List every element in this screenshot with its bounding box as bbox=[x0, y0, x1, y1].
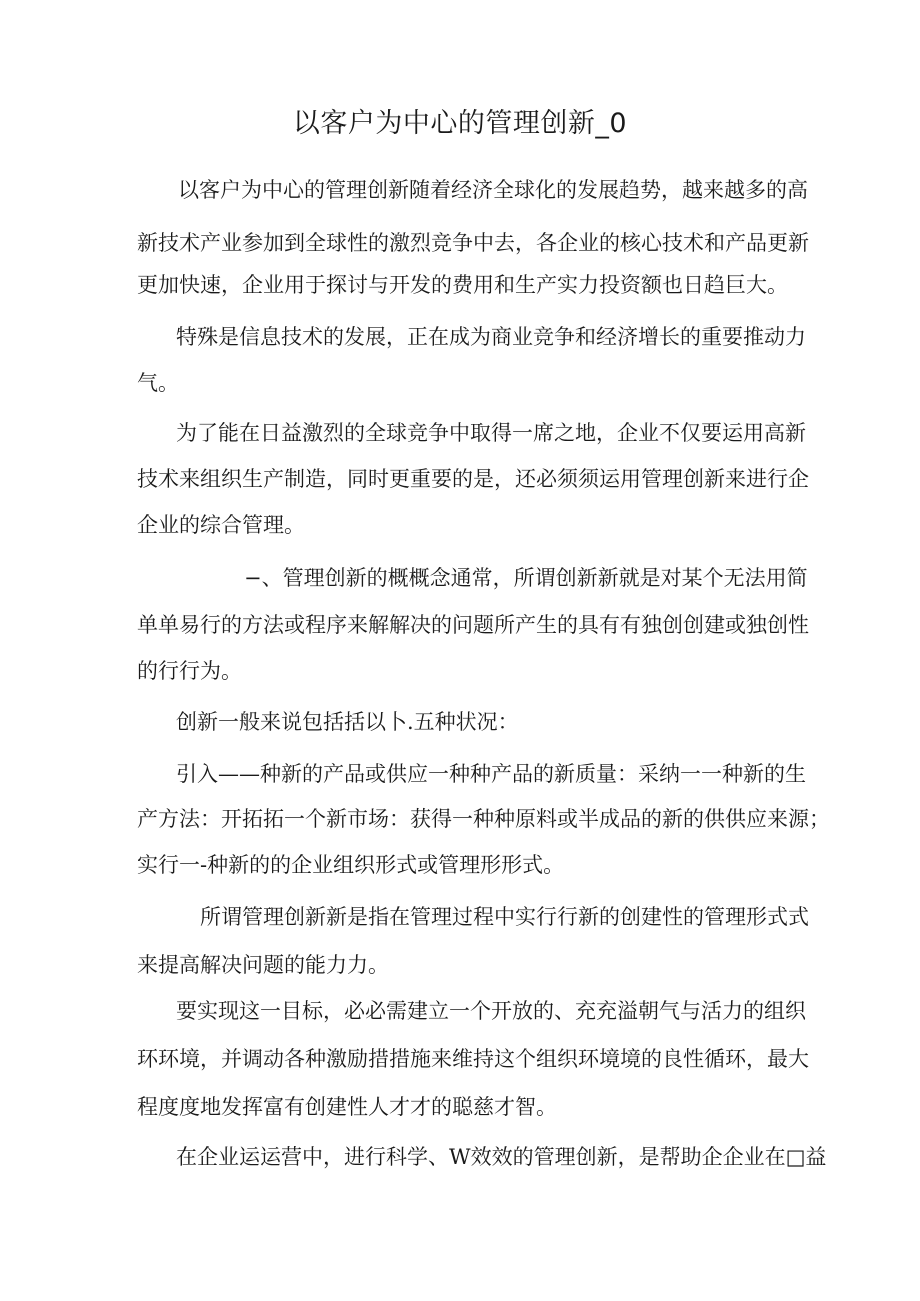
body-text-line: 更加快速，企业用于探讨与开发的费用和生产实力投资额也日趋巨大。 bbox=[137, 273, 788, 297]
body-text-line: 的行行为。 bbox=[137, 659, 242, 683]
body-text-line: 在企业运运营中，进行科学、W效效的管理创新，是帮助企企业在□益 bbox=[176, 1145, 827, 1169]
body-text-line: 为了能在日益激烈的全球竞争中取得一席之地，企业不仅要运用高新 bbox=[176, 421, 806, 445]
body-text-line: 技术来组织生产制造，同时更重要的是，还必须须运用管理创新来进行企 bbox=[137, 467, 809, 491]
body-text-line: 所谓管理创新新是指在管理过程中实行行新的创建性的管理形式式 bbox=[200, 905, 809, 929]
document-title: 以客户为中心的管理创新_0 bbox=[292, 108, 628, 139]
body-text-line: 实行一-种新的的企业组织形式或管理形形式。 bbox=[137, 853, 565, 877]
body-text-line: 环环境，并调动各种激励措措施来维持这个组织环境境的良性循环，最大 bbox=[137, 1047, 809, 1071]
body-text-line: 创新一般来说包括括以卜.五种状况： bbox=[176, 710, 519, 734]
body-text-line: 来提高解决问题的能力力。 bbox=[137, 953, 389, 977]
body-text-line: 以客户为中心的管理创新随着经济全球化的发展趋势，越来越多的高 bbox=[178, 178, 808, 202]
body-text-line: 要实现这一目标，必必需建立一个开放的、充充溢朝气与活力的组织 bbox=[176, 999, 806, 1023]
body-text-line: 特殊是信息技术的发展，正在成为商业竞争和经济增长的重要推动力 bbox=[176, 325, 806, 349]
body-text-line: 企业的综合管理。 bbox=[137, 513, 305, 537]
body-text-line: 程度度地发挥富有创建性人才才的聪慈才智。 bbox=[137, 1095, 557, 1119]
body-text-line: 产方法：开拓拓一个新市场：获得一种种原料或半成品的新的供供应来源； bbox=[137, 807, 830, 831]
body-text-line: 单单易行的方法或程序来解解决的问题所产生的具有有独创创建或独创性 bbox=[137, 613, 809, 637]
body-text-line: 新技术产业参加到全球性的激烈竞争中去，各企业的核心技术和产品更新 bbox=[137, 231, 809, 255]
body-text-line: −、管理创新的概概念通常，所谓创新新就是对某个无法用简 bbox=[244, 566, 808, 590]
body-text-line: 气。 bbox=[137, 371, 179, 395]
body-text-line: 引入——种新的产品或供应一种种产品的新质量：采纳一一种新的生 bbox=[176, 762, 806, 786]
